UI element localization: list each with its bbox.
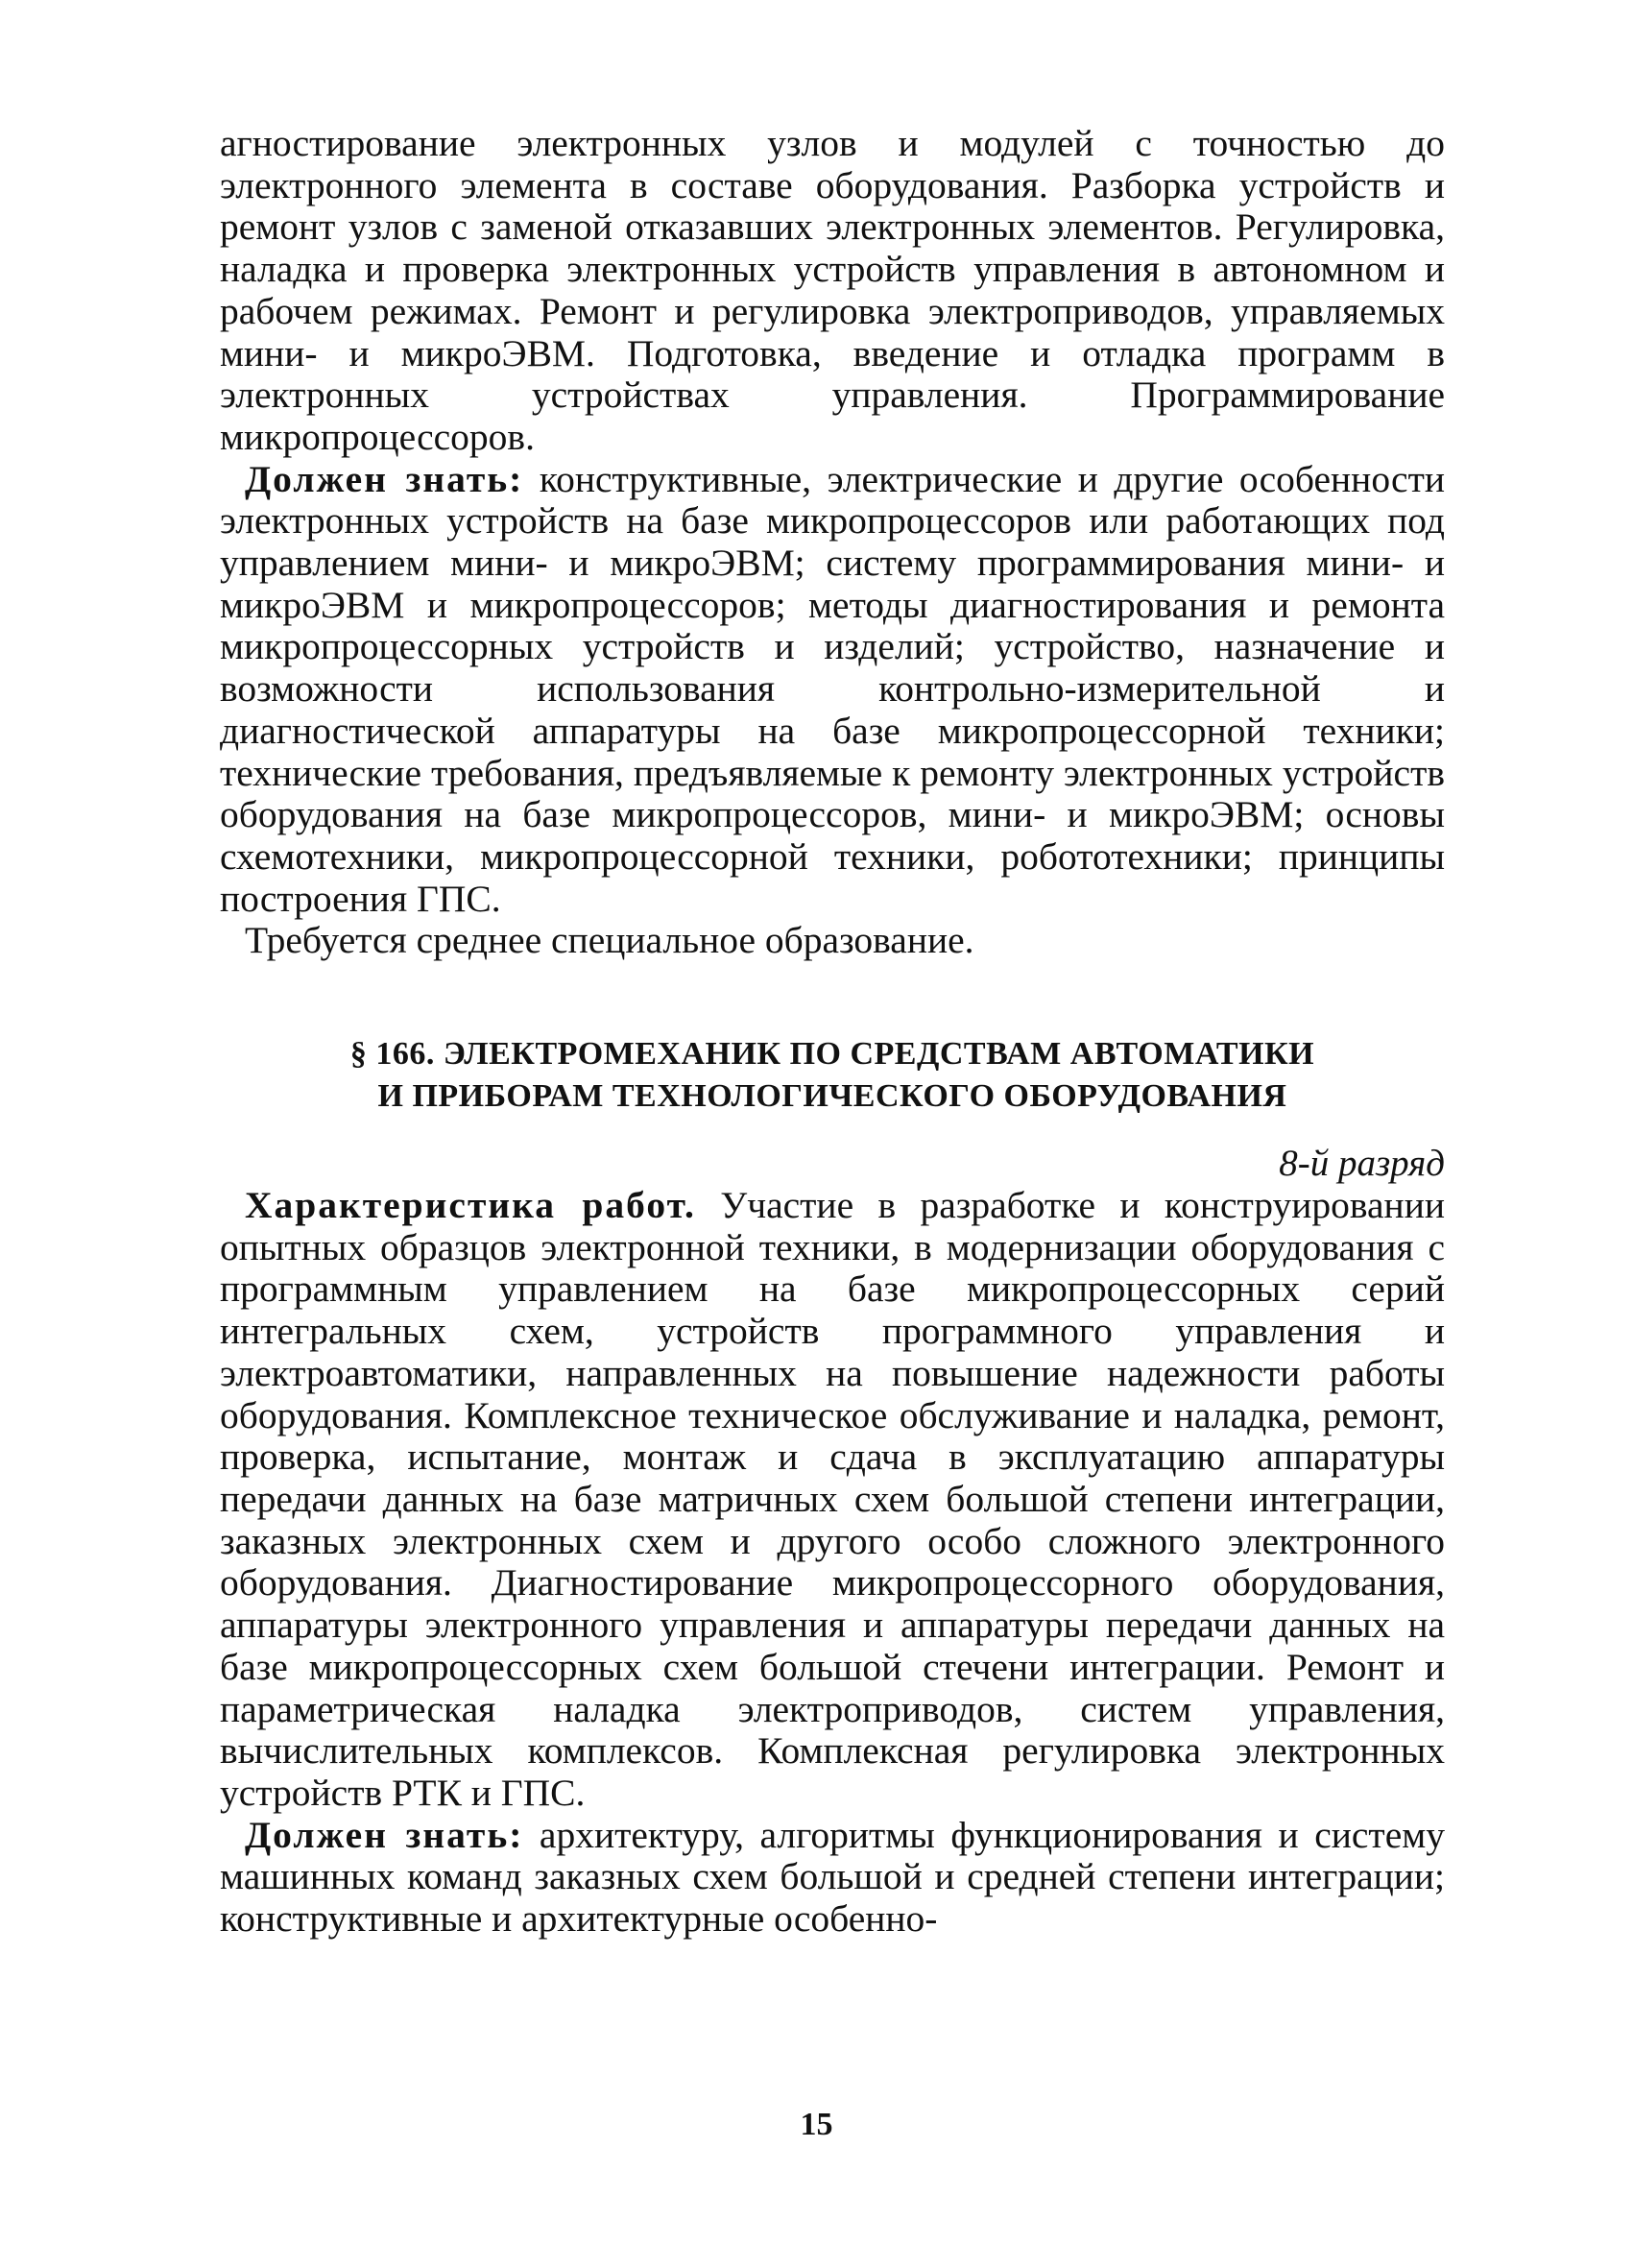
- must-know-paragraph-2: [220, 1815, 1445, 1941]
- must-know-paragraph-1: [220, 459, 1445, 921]
- work-characteristics-paragraph: [220, 1185, 1445, 1815]
- section-heading-line-1: § 166. ЭЛЕКТРОМЕХАНИК ПО СРЕДСТВАМ АВТОМАТИКИ: [349, 1036, 1315, 1073]
- section-heading-line-2: И ПРИБОРАМ ТЕХНОЛОГИЧЕСКОГО ОБОРУДОВАНИЯ: [377, 1078, 1287, 1115]
- intro-paragraph: агностирование электронных узлов и модулей с точностью до электронного элемента в составе оборудования. Разборка устройств и ремонт узлов с заменой отказавших электронных элементов. Регулировка, наладка и проверка электронных устройств управления в автономном и рабочем режимах. Ремонт и регулировка электроприводов, управляемых мини- и микроЭВМ. Подготовка, введение и отладка программ в электронных устройствах управления. Программирование микропроцессоров.: [220, 122, 1445, 458]
- must-know-text-2: архитектуру, алгоритмы функционирования и систему машинных команд заказных схем большой и средней степени интеграции; конструктивные и архитектурные особенно-: [220, 1813, 1445, 1941]
- must-know-label-2: Должен знать:: [245, 1813, 524, 1856]
- section-heading: [220, 1033, 1445, 1118]
- page-number: 15: [800, 2107, 833, 2142]
- work-characteristics-label: Характеристика работ.: [245, 1184, 696, 1227]
- education-requirement: Требуется среднее специальное образование.: [245, 919, 974, 962]
- grade-label: 8-й разряд: [1279, 1143, 1445, 1185]
- must-know-label-1: Должен знать:: [245, 457, 524, 500]
- must-know-text-1: конструктивные, электрические и другие особенности электронных устройств на базе микропроцессоров или работающих под управлением мини- и микроЭВМ; систему программирования мини- и микроЭВМ и микропроцессоров; методы диагностирования и ремонта микропроцессорных устройств и изделий; устройство, назначение и возможности использования контрольно-измерительной и диагностической аппаратуры на базе микропроцессорной техники; технические требования, предъявляемые к ремонту электронных устройств оборудования на базе микропроцессоров, мини- и микроЭВМ; основы схемотехники, микропроцессорной техники, робототехники; принципы построения ГПС.: [220, 457, 1445, 920]
- work-characteristics-text: Участие в разработке и конструировании опытных образцов электронной техники, в модернизации оборудования с программным управлением на базе микропроцессорных серий интегральных схем, устройств программного управления и электроавтоматики, направленных на повышение надежности работы оборудования. Комплексное техническое обслуживание и наладка, ремонт, проверка, испытание, монтаж и сдача в эксплуатацию аппаратуры передачи данных на базе матричных схем большой степени интеграции, заказных электронных схем и другого особо сложного электронного оборудования. Диагностирование микропроцессорного оборудования, аппаратуры электронного управления и аппаратуры передачи данных на базе микропроцессорных схем большой стечени интеграции. Ремонт и параметрическая наладка электроприводов, систем управления, вычислительных комплексов. Комплексная регулировка электронных устройств РТК и ГПС.: [220, 1184, 1445, 1814]
- page-body: [220, 123, 1445, 1941]
